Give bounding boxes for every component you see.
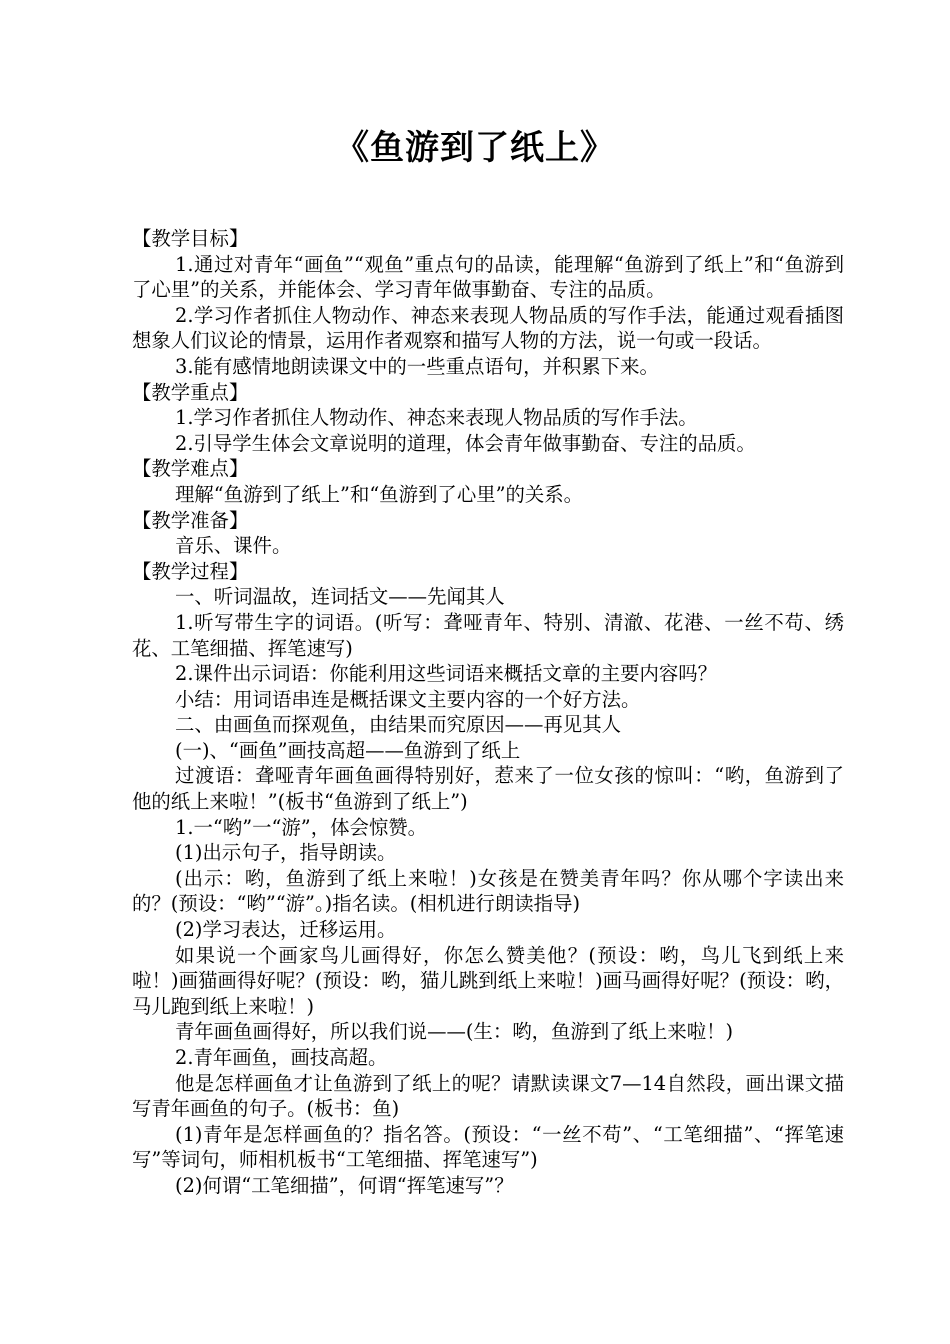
document-body: [132, 226, 844, 1199]
document-title: 《鱼游到了纸上》: [335, 128, 615, 168]
section-heading-difficulties: 【教学难点】: [132, 457, 249, 481]
process-paragraph: 小结：用词语串连是概括课文主要内容的一个好方法。: [175, 687, 641, 711]
process-paragraph: (一)、“画鱼”画技高超——鱼游到了纸上: [175, 738, 521, 762]
goal-item-3: 3.能有感情地朗读课文中的一些重点语句，并积累下来。: [175, 354, 659, 378]
section-heading-preparation: 【教学准备】: [132, 508, 249, 532]
section-heading-key-points: 【教学重点】: [132, 380, 249, 404]
process-paragraph: (2)何谓“工笔细描”，何谓“挥笔速写”？: [175, 1173, 514, 1197]
goal-item-1: 1.通过对青年“画鱼”“观鱼”重点句的品读，能理解“鱼游到了纸上”和“鱼游到了心里”的关系，并能体会、学习青年做事勤奋、专注的品质。: [132, 252, 844, 302]
process-paragraph: (1)出示句子，指导朗读。: [175, 841, 397, 865]
process-paragraph: 他是怎样画鱼才让鱼游到了纸上的呢？请默读课文7—14自然段，画出课文描写青年画鱼的句子。(板书：鱼): [132, 1071, 844, 1121]
process-paragraph: 1.听写带生字的词语。(听写：聋哑青年、特别、清澈、花港、一丝不苟、绣花、工笔细描、挥笔速写): [132, 610, 844, 660]
process-paragraph: 1.一“哟”一“游”，体会惊赞。: [175, 815, 428, 839]
process-paragraph: 二、由画鱼而探观鱼，由结果而究原因——再见其人: [175, 713, 621, 737]
process-paragraph: 2.课件出示词语：你能利用这些词语来概括文章的主要内容吗？: [175, 662, 718, 686]
process-paragraph: 如果说一个画家鸟儿画得好，你怎么赞美他？(预设：哟，鸟儿飞到纸上来啦！)画猫画得好呢？(预设：哟，猫儿跳到纸上来啦！)画马画得好呢？(预设：哟，马儿跑到纸上来啦！): [132, 943, 844, 1018]
process-paragraph: 过渡语：聋哑青年画鱼画得特别好，惹来了一位女孩的惊叫：“哟，鱼游到了他的纸上来啦！”(板书“鱼游到了纸上”): [132, 764, 844, 814]
process-paragraph: 一、听词温故，连词括文——先闻其人: [175, 585, 505, 609]
process-paragraph: (1)青年是怎样画鱼的？指名答。(预设：“一丝不苟”、“工笔细描”、“挥笔速写”等词句，师相机板书“工笔细描、挥笔速写”): [132, 1122, 844, 1172]
process-paragraph: (出示：哟，鱼游到了纸上来啦！)女孩是在赞美青年吗？你从哪个字读出来的？(预设：“哟”“游”。)指名读。(相机进行朗读指导): [132, 866, 844, 916]
key-point-2: 2.引导学生体会文章说明的道理，体会青年做事勤奋、专注的品质。: [175, 431, 756, 455]
process-paragraph: 2.青年画鱼，画技高超。: [175, 1046, 388, 1069]
preparation-1: 音乐、课件。: [175, 534, 292, 558]
process-paragraph: 青年画鱼画得好，所以我们说——(生：哟，鱼游到了纸上来啦！): [175, 1020, 734, 1044]
section-heading-goals: 【教学目标】: [132, 227, 249, 250]
goal-item-2: 2.学习作者抓住人物动作、神态来表现人物品质的写作手法，能通过观看插图想象人们议论的情景，运用作者观察和描写人物的方法，说一句或一段话。: [132, 303, 844, 353]
key-point-1: 1.学习作者抓住人物动作、神态来表现人物品质的写作手法。: [175, 406, 698, 430]
section-heading-process: 【教学过程】: [132, 559, 249, 583]
process-paragraph: (2)学习表达，迁移运用。: [175, 918, 397, 942]
difficulty-1: 理解“鱼游到了纸上”和“鱼游到了心里”的关系。: [175, 482, 584, 506]
